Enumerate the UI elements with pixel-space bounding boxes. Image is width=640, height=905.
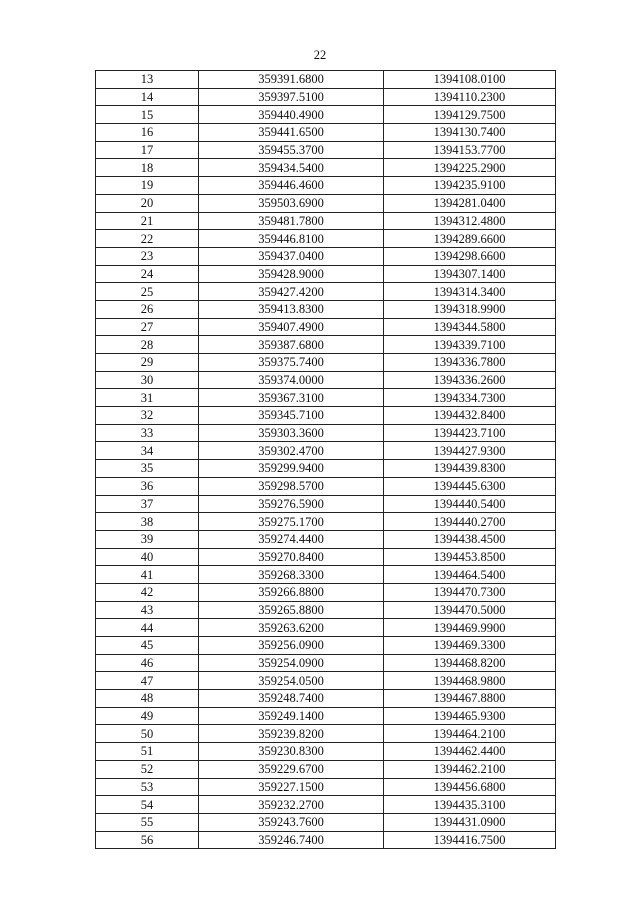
table-row	[96, 460, 556, 478]
y-coordinate-cell: 1394432.8400	[384, 407, 556, 425]
x-coordinate-cell: 359268.3300	[199, 566, 384, 584]
point-number-cell: 37	[96, 495, 199, 513]
x-coordinate-cell: 359345.7100	[199, 407, 384, 425]
y-coordinate-cell: 1394298.6600	[384, 247, 556, 265]
x-coordinate-cell: 359455.3700	[199, 141, 384, 159]
point-number-cell: 20	[96, 194, 199, 212]
point-number-cell: 53	[96, 778, 199, 796]
point-number-cell: 19	[96, 177, 199, 195]
x-coordinate-cell: 359446.8100	[199, 230, 384, 248]
table-row	[96, 141, 556, 159]
y-coordinate-cell: 1394469.9900	[384, 619, 556, 637]
table-row	[96, 831, 556, 849]
y-coordinate-cell: 1394339.7100	[384, 336, 556, 354]
point-number-cell: 33	[96, 424, 199, 442]
x-coordinate-cell: 359299.9400	[199, 460, 384, 478]
x-coordinate-cell: 359232.2700	[199, 796, 384, 814]
y-coordinate-cell: 1394336.7800	[384, 354, 556, 372]
point-number-cell: 16	[96, 124, 199, 142]
x-coordinate-cell: 359254.0500	[199, 672, 384, 690]
point-number-cell: 56	[96, 831, 199, 849]
table-row	[96, 230, 556, 248]
table-row	[96, 336, 556, 354]
point-number-cell: 30	[96, 371, 199, 389]
y-coordinate-cell: 1394468.9800	[384, 672, 556, 690]
coordinates-table-body	[96, 71, 556, 849]
point-number-cell: 18	[96, 159, 199, 177]
y-coordinate-cell: 1394225.2900	[384, 159, 556, 177]
y-coordinate-cell: 1394468.8200	[384, 654, 556, 672]
table-row	[96, 159, 556, 177]
point-number-cell: 46	[96, 654, 199, 672]
point-number-cell: 39	[96, 530, 199, 548]
point-number-cell: 45	[96, 637, 199, 655]
x-coordinate-cell: 359263.6200	[199, 619, 384, 637]
point-number-cell: 38	[96, 513, 199, 531]
y-coordinate-cell: 1394344.5800	[384, 318, 556, 336]
x-coordinate-cell: 359437.0400	[199, 247, 384, 265]
table-row	[96, 813, 556, 831]
y-coordinate-cell: 1394427.9300	[384, 442, 556, 460]
x-coordinate-cell: 359427.4200	[199, 283, 384, 301]
y-coordinate-cell: 1394416.7500	[384, 831, 556, 849]
point-number-cell: 34	[96, 442, 199, 460]
y-coordinate-cell: 1394235.9100	[384, 177, 556, 195]
point-number-cell: 13	[96, 71, 199, 89]
point-number-cell: 24	[96, 265, 199, 283]
point-number-cell: 22	[96, 230, 199, 248]
table-row	[96, 743, 556, 761]
table-row	[96, 601, 556, 619]
x-coordinate-cell: 359227.1500	[199, 778, 384, 796]
table-row	[96, 300, 556, 318]
table-row	[96, 88, 556, 106]
table-row	[96, 583, 556, 601]
y-coordinate-cell: 1394456.6800	[384, 778, 556, 796]
x-coordinate-cell: 359274.4400	[199, 530, 384, 548]
point-number-cell: 54	[96, 796, 199, 814]
y-coordinate-cell: 1394467.8800	[384, 690, 556, 708]
table-row	[96, 778, 556, 796]
y-coordinate-cell: 1394336.2600	[384, 371, 556, 389]
y-coordinate-cell: 1394440.5400	[384, 495, 556, 513]
table-row	[96, 71, 556, 89]
table-row	[96, 283, 556, 301]
y-coordinate-cell: 1394470.7300	[384, 583, 556, 601]
y-coordinate-cell: 1394462.4400	[384, 743, 556, 761]
x-coordinate-cell: 359391.6800	[199, 71, 384, 89]
table-row	[96, 442, 556, 460]
x-coordinate-cell: 359446.4600	[199, 177, 384, 195]
y-coordinate-cell: 1394289.6600	[384, 230, 556, 248]
point-number-cell: 35	[96, 460, 199, 478]
y-coordinate-cell: 1394464.5400	[384, 566, 556, 584]
y-coordinate-cell: 1394153.7700	[384, 141, 556, 159]
x-coordinate-cell: 359434.5400	[199, 159, 384, 177]
table-row	[96, 247, 556, 265]
point-number-cell: 14	[96, 88, 199, 106]
table-row	[96, 106, 556, 124]
page-number: 22	[313, 48, 327, 62]
x-coordinate-cell: 359256.0900	[199, 637, 384, 655]
y-coordinate-cell: 1394465.9300	[384, 707, 556, 725]
x-coordinate-cell: 359266.8800	[199, 583, 384, 601]
table-row	[96, 672, 556, 690]
x-coordinate-cell: 359265.8800	[199, 601, 384, 619]
point-number-cell: 49	[96, 707, 199, 725]
x-coordinate-cell: 359239.8200	[199, 725, 384, 743]
table-row	[96, 495, 556, 513]
point-number-cell: 26	[96, 300, 199, 318]
table-row	[96, 265, 556, 283]
point-number-cell: 52	[96, 760, 199, 778]
x-coordinate-cell: 359298.5700	[199, 477, 384, 495]
table-row	[96, 194, 556, 212]
table-row	[96, 407, 556, 425]
x-coordinate-cell: 359440.4900	[199, 106, 384, 124]
x-coordinate-cell: 359428.9000	[199, 265, 384, 283]
x-coordinate-cell: 359397.5100	[199, 88, 384, 106]
x-coordinate-cell: 359276.5900	[199, 495, 384, 513]
y-coordinate-cell: 1394334.7300	[384, 389, 556, 407]
table-row	[96, 566, 556, 584]
table-row	[96, 760, 556, 778]
table-row	[96, 796, 556, 814]
table-row	[96, 548, 556, 566]
table-row	[96, 530, 556, 548]
table-row	[96, 477, 556, 495]
table-row	[96, 707, 556, 725]
y-coordinate-cell: 1394439.8300	[384, 460, 556, 478]
x-coordinate-cell: 359413.8300	[199, 300, 384, 318]
y-coordinate-cell: 1394423.7100	[384, 424, 556, 442]
point-number-cell: 27	[96, 318, 199, 336]
table-row	[96, 212, 556, 230]
y-coordinate-cell: 1394440.2700	[384, 513, 556, 531]
table-row	[96, 690, 556, 708]
x-coordinate-cell: 359481.7800	[199, 212, 384, 230]
table-row	[96, 354, 556, 372]
y-coordinate-cell: 1394462.2100	[384, 760, 556, 778]
x-coordinate-cell: 359229.6700	[199, 760, 384, 778]
point-number-cell: 15	[96, 106, 199, 124]
y-coordinate-cell: 1394108.0100	[384, 71, 556, 89]
x-coordinate-cell: 359243.7600	[199, 813, 384, 831]
point-number-cell: 23	[96, 247, 199, 265]
x-coordinate-cell: 359246.7400	[199, 831, 384, 849]
table-row	[96, 177, 556, 195]
point-number-cell: 41	[96, 566, 199, 584]
y-coordinate-cell: 1394130.7400	[384, 124, 556, 142]
point-number-cell: 32	[96, 407, 199, 425]
x-coordinate-cell: 359303.3600	[199, 424, 384, 442]
table-row	[96, 513, 556, 531]
y-coordinate-cell: 1394129.7500	[384, 106, 556, 124]
table-row	[96, 318, 556, 336]
point-number-cell: 28	[96, 336, 199, 354]
x-coordinate-cell: 359387.6800	[199, 336, 384, 354]
x-coordinate-cell: 359230.8300	[199, 743, 384, 761]
y-coordinate-cell: 1394314.3400	[384, 283, 556, 301]
point-number-cell: 29	[96, 354, 199, 372]
table-row	[96, 424, 556, 442]
point-number-cell: 17	[96, 141, 199, 159]
table-row	[96, 389, 556, 407]
table-row	[96, 654, 556, 672]
x-coordinate-cell: 359302.4700	[199, 442, 384, 460]
x-coordinate-cell: 359374.0000	[199, 371, 384, 389]
x-coordinate-cell: 359407.4900	[199, 318, 384, 336]
point-number-cell: 42	[96, 583, 199, 601]
x-coordinate-cell: 359254.0900	[199, 654, 384, 672]
y-coordinate-cell: 1394445.6300	[384, 477, 556, 495]
table-row	[96, 725, 556, 743]
x-coordinate-cell: 359441.6500	[199, 124, 384, 142]
point-number-cell: 48	[96, 690, 199, 708]
point-number-cell: 31	[96, 389, 199, 407]
y-coordinate-cell: 1394281.0400	[384, 194, 556, 212]
y-coordinate-cell: 1394312.4800	[384, 212, 556, 230]
y-coordinate-cell: 1394435.3100	[384, 796, 556, 814]
x-coordinate-cell: 359275.1700	[199, 513, 384, 531]
y-coordinate-cell: 1394318.9900	[384, 300, 556, 318]
y-coordinate-cell: 1394469.3300	[384, 637, 556, 655]
x-coordinate-cell: 359249.1400	[199, 707, 384, 725]
point-number-cell: 21	[96, 212, 199, 230]
y-coordinate-cell: 1394453.8500	[384, 548, 556, 566]
y-coordinate-cell: 1394110.2300	[384, 88, 556, 106]
point-number-cell: 55	[96, 813, 199, 831]
y-coordinate-cell: 1394464.2100	[384, 725, 556, 743]
x-coordinate-cell: 359367.3100	[199, 389, 384, 407]
y-coordinate-cell: 1394470.5000	[384, 601, 556, 619]
table-row	[96, 619, 556, 637]
point-number-cell: 47	[96, 672, 199, 690]
point-number-cell: 51	[96, 743, 199, 761]
y-coordinate-cell: 1394307.1400	[384, 265, 556, 283]
y-coordinate-cell: 1394431.0900	[384, 813, 556, 831]
point-number-cell: 43	[96, 601, 199, 619]
point-number-cell: 50	[96, 725, 199, 743]
x-coordinate-cell: 359270.8400	[199, 548, 384, 566]
point-number-cell: 44	[96, 619, 199, 637]
table-row	[96, 124, 556, 142]
x-coordinate-cell: 359248.7400	[199, 690, 384, 708]
point-number-cell: 40	[96, 548, 199, 566]
table-row	[96, 371, 556, 389]
point-number-cell: 36	[96, 477, 199, 495]
coordinates-table	[95, 70, 556, 849]
x-coordinate-cell: 359503.6900	[199, 194, 384, 212]
x-coordinate-cell: 359375.7400	[199, 354, 384, 372]
point-number-cell: 25	[96, 283, 199, 301]
table-row	[96, 637, 556, 655]
y-coordinate-cell: 1394438.4500	[384, 530, 556, 548]
